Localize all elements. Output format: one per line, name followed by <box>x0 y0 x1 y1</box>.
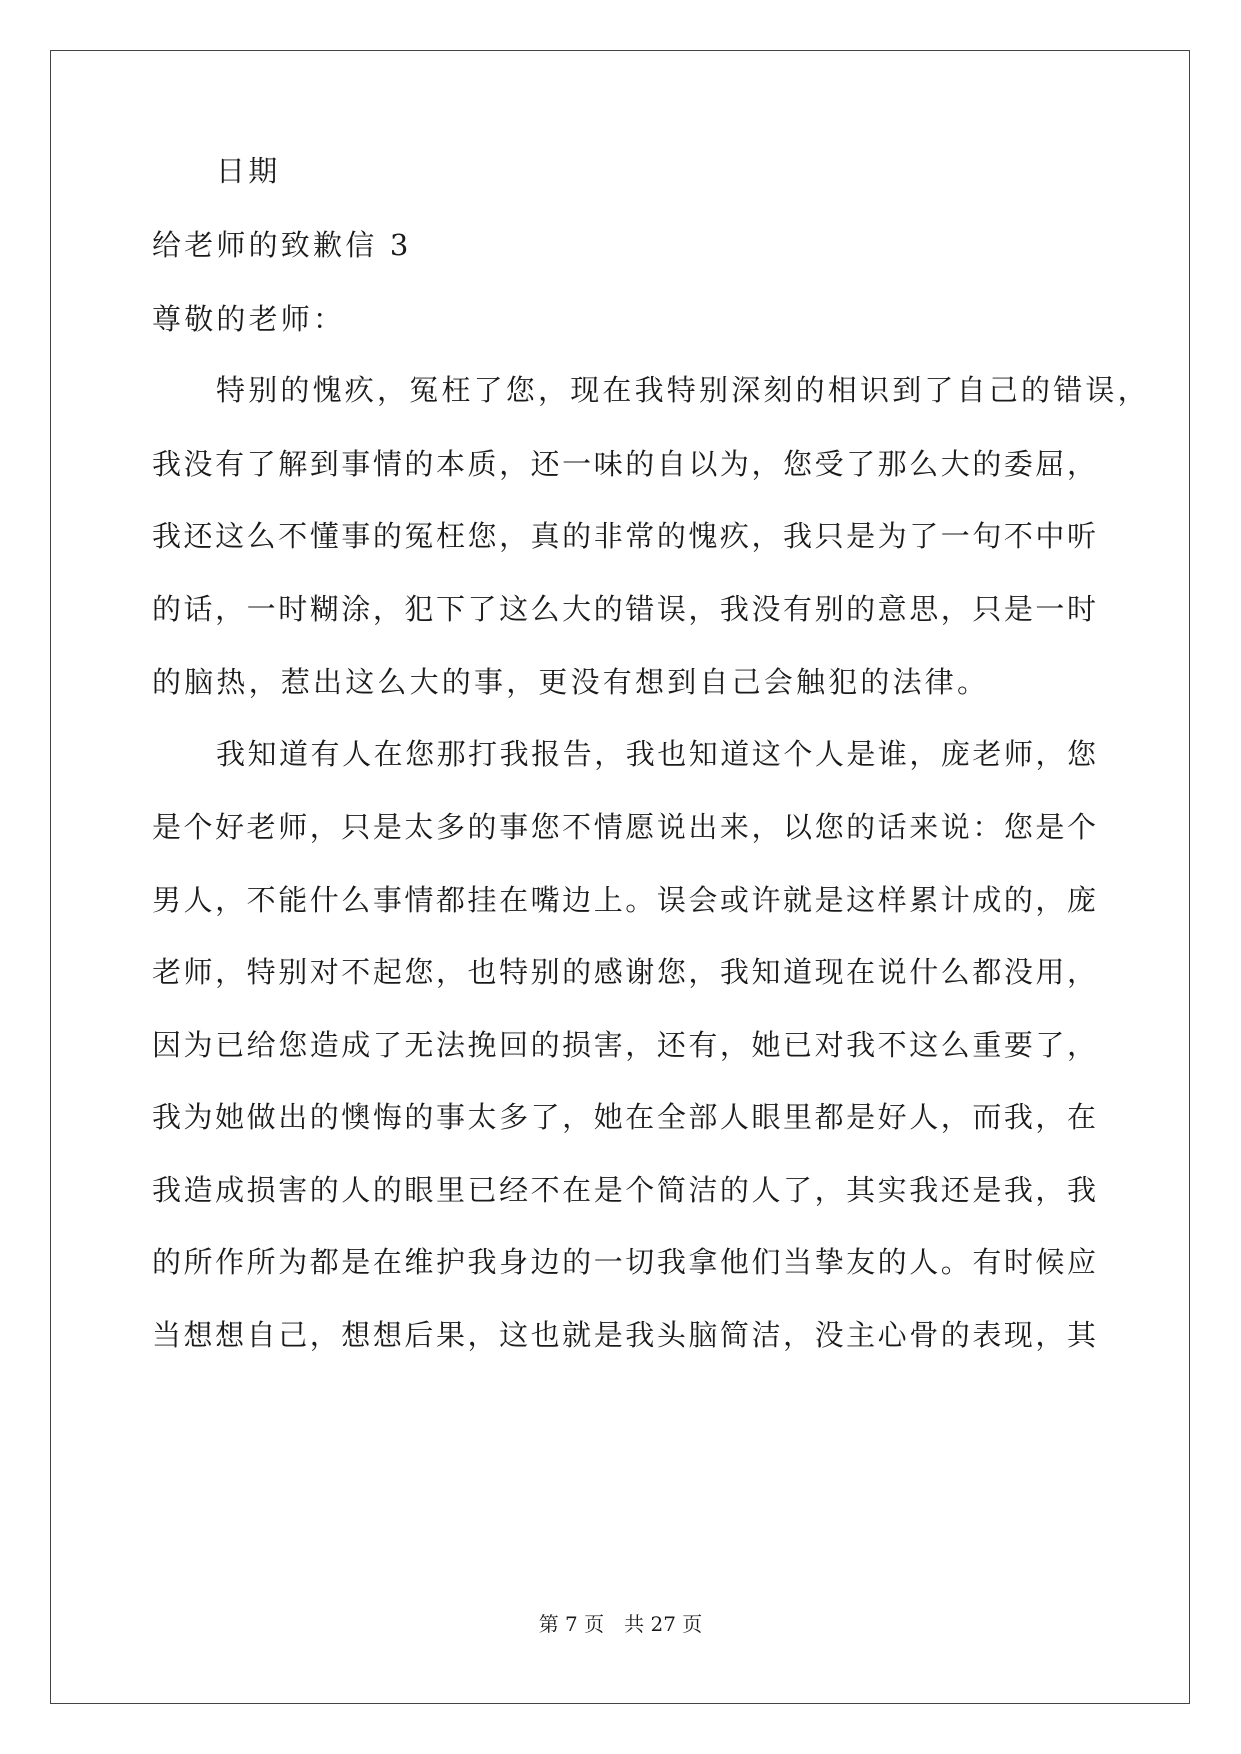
paragraph-2-line-2: 是个好老师，只是太多的事您不情愿说出来，以您的话来说：您是个 <box>152 810 1096 844</box>
paragraph-2-line-6: 我为她做出的懊悔的事太多了，她在全部人眼里都是好人，而我，在 <box>152 1100 1096 1134</box>
date-line: 日期 <box>216 154 281 188</box>
paragraph-2-line-5: 因为已给您造成了无法挽回的损害，还有，她已对我不这么重要了， <box>152 1028 1096 1062</box>
paragraph-2-line-7: 我造成损害的人的眼里已经不在是个简洁的人了，其实我还是我，我 <box>152 1173 1096 1207</box>
page-number-footer: 第 7 页 共 27 页 <box>538 1612 703 1636</box>
paragraph-1-line-5: 的脑热，惹出这么大的事，更没有想到自己会触犯的法律。 <box>152 665 990 699</box>
paragraph-1-line-4: 的话，一时糊涂，犯下了这么大的错误，我没有别的意思，只是一时 <box>152 592 1096 626</box>
letter-title: 给老师的致歉信 3 <box>152 228 412 262</box>
paragraph-1-line-1: 特别的愧疚，冤枉了您，现在我特别深刻的相识到了自己的错误， <box>216 373 1150 407</box>
page-border <box>50 50 1190 1704</box>
paragraph-2-line-3: 男人，不能什么事情都挂在嘴边上。误会或许就是这样累计成的，庞 <box>152 883 1096 917</box>
paragraph-2-line-9: 当想想自己，想想后果，这也就是我头脑简洁，没主心骨的表现，其 <box>152 1318 1096 1352</box>
paragraph-1-line-3: 我还这么不懂事的冤枉您，真的非常的愧疚，我只是为了一句不中听 <box>152 519 1096 553</box>
paragraph-1-line-2: 我没有了解到事情的本质，还一味的自以为，您受了那么大的委屈， <box>152 447 1096 481</box>
paragraph-2-line-4: 老师，特别对不起您，也特别的感谢您，我知道现在说什么都没用， <box>152 955 1096 989</box>
salutation: 尊敬的老师： <box>152 302 346 336</box>
paragraph-2-line-1: 我知道有人在您那打我报告，我也知道这个人是谁，庞老师，您 <box>216 737 1096 771</box>
paragraph-2-line-8: 的所作所为都是在维护我身边的一切我拿他们当挚友的人。有时候应 <box>152 1245 1096 1279</box>
